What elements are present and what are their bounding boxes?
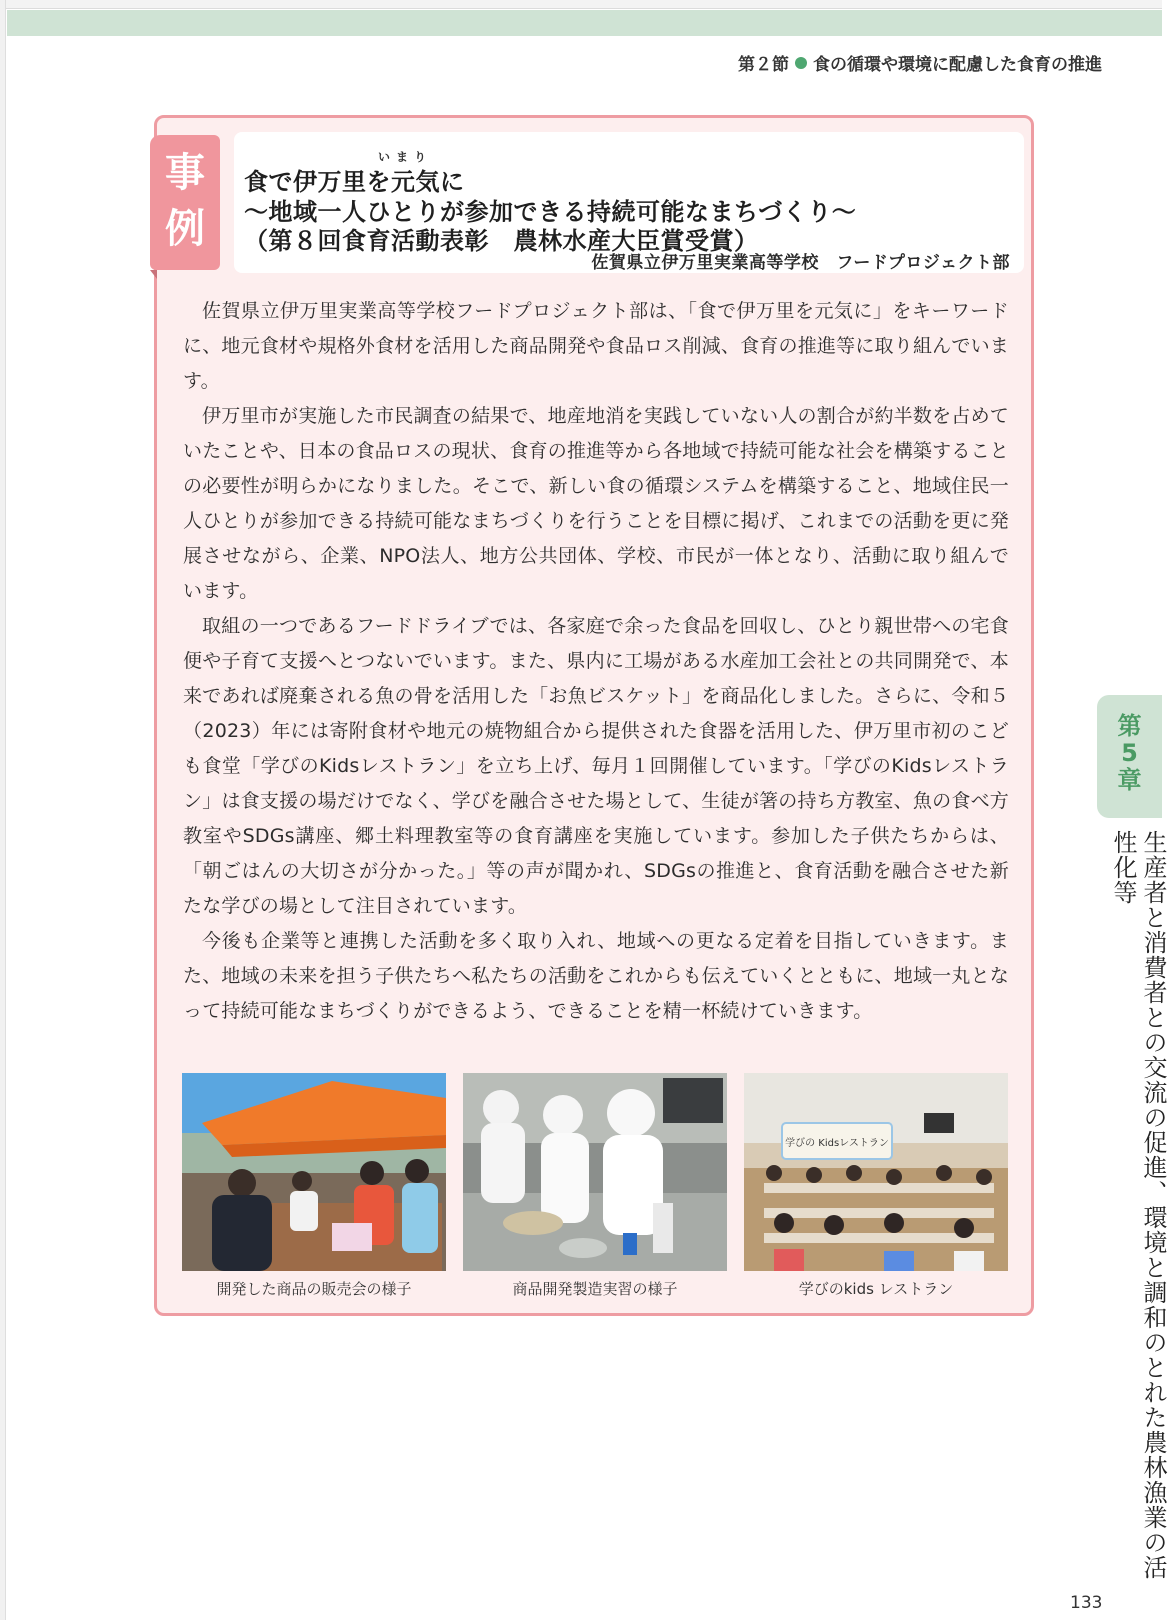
section-header <box>738 50 1102 75</box>
case-author: 佐賀県立伊万里実業高等学校 フードプロジェクト部 <box>591 253 1010 273</box>
chapter-tab-char: 5 <box>1121 739 1138 767</box>
case-title-line-2: 〜地域一人ひとりが参加できる持続可能なまちづくり〜 <box>244 198 857 226</box>
body-paragraph: 佐賀県立伊万里実業高等学校フードプロジェクト部は、「食で伊万里を元気に」をキーワードに、地元食材や規格外食材を活用した商品開発や食品ロス削減、食育の推進等に取り組んでいます。 <box>183 300 1009 392</box>
photo-production-practice <box>463 1073 727 1271</box>
section-dot-icon <box>795 57 807 69</box>
photo-sales-event <box>182 1073 446 1271</box>
case-tab-fold <box>150 270 157 279</box>
chapter-tab <box>1097 695 1162 818</box>
case-title-card <box>234 132 1024 273</box>
photo-caption: 開発した商品の販売会の様子 <box>216 1280 412 1298</box>
case-title-line-3: （第８回食育活動表彰 農林水産大臣賞受賞） <box>244 227 759 255</box>
header-band <box>7 10 1162 36</box>
case-tab <box>150 135 220 270</box>
body-paragraph: 取組の一つであるフードドライブでは、各家庭で余った食品を回収し、ひとり親世帯への宅食便や子育て支援へとつないでいます。また、県内に工場がある水産加工会社との共同開発で、本来であれば廃棄される魚の骨を活用した「お魚ビスケット」を商品化しました。さらに、令和５（2023）年には寄附食材や地元の焼物組合から提供された食器を活用した、伊万里市初のこども食堂「学びのKidsレストラン」を立ち上げ、毎月１回開催しています。「学びのKidsレストラン」は食支援の場だけでなく、学びを融合させた場として、生徒が箸の持ち方教室、魚の食べ方教室やSDGs講座、郷土料理教室等の食育講座を実施しています。参加した子供たちからは、「朝ごはんの大切さが分かった。」等の声が聞かれ、SDGsの推進と、食育活動を融合させた新たな学びの場として注目されています。 <box>183 615 1009 917</box>
body-paragraph: 伊万里市が実施した市民調査の結果で、地産地消を実践していない人の割合が約半数を占めていたことや、日本の食品ロスの現状、食育の推進等から各地域で持続可能な社会を構築することの必要性が明らかになりました。そこで、新しい食の循環システムを構築すること、地域住民一人ひとりが参加できる持続可能なまちづくりを行うことを目標に掲げ、これまでの活動を更に発展させながら、企業、NPO法人、地方公共団体、学校、市民が一体となり、活動に取り組んでいます。 <box>183 405 1009 602</box>
case-study-box <box>154 115 1034 1316</box>
photo-kids-restaurant <box>744 1073 1008 1271</box>
section-title: 食の循環や環境に配慮した食育の推進 <box>813 55 1102 75</box>
page-number: 133 <box>1070 1593 1103 1613</box>
title-ruby: いまり <box>378 150 433 164</box>
photo-caption: 学びのkids レストラン <box>798 1280 954 1298</box>
case-tab-char: 例 <box>165 205 205 252</box>
page-left-edge <box>0 0 6 1620</box>
case-tab-char: 事 <box>165 149 205 196</box>
chapter-title: 生産者と消費者との交流の促進、環境と調和のとれた農林漁業の活性化等 <box>1109 830 1167 1580</box>
chapter-tab-char: 第 <box>1117 712 1142 740</box>
section-label: 第２節 <box>738 55 789 75</box>
restaurant-banner-text: 学びの Kidsレストラン <box>785 1138 889 1149</box>
page-top-edge <box>0 0 1162 9</box>
case-title-line-1: 食で伊万里を元気に <box>244 168 465 196</box>
photo-caption: 商品開発製造実習の様子 <box>512 1280 678 1298</box>
chapter-tab-char: 章 <box>1117 766 1142 794</box>
body-paragraph: 今後も企業等と連携した活動を多く取り入れ、地域への更なる定着を目指していきます。また、地域の未来を担う子供たちへ私たちの活動をこれからも伝えていくとともに、地域一丸となって持続可能なまちづくりができるよう、できることを精一杯続けていきます。 <box>183 930 1009 1022</box>
case-body <box>183 294 1009 1029</box>
